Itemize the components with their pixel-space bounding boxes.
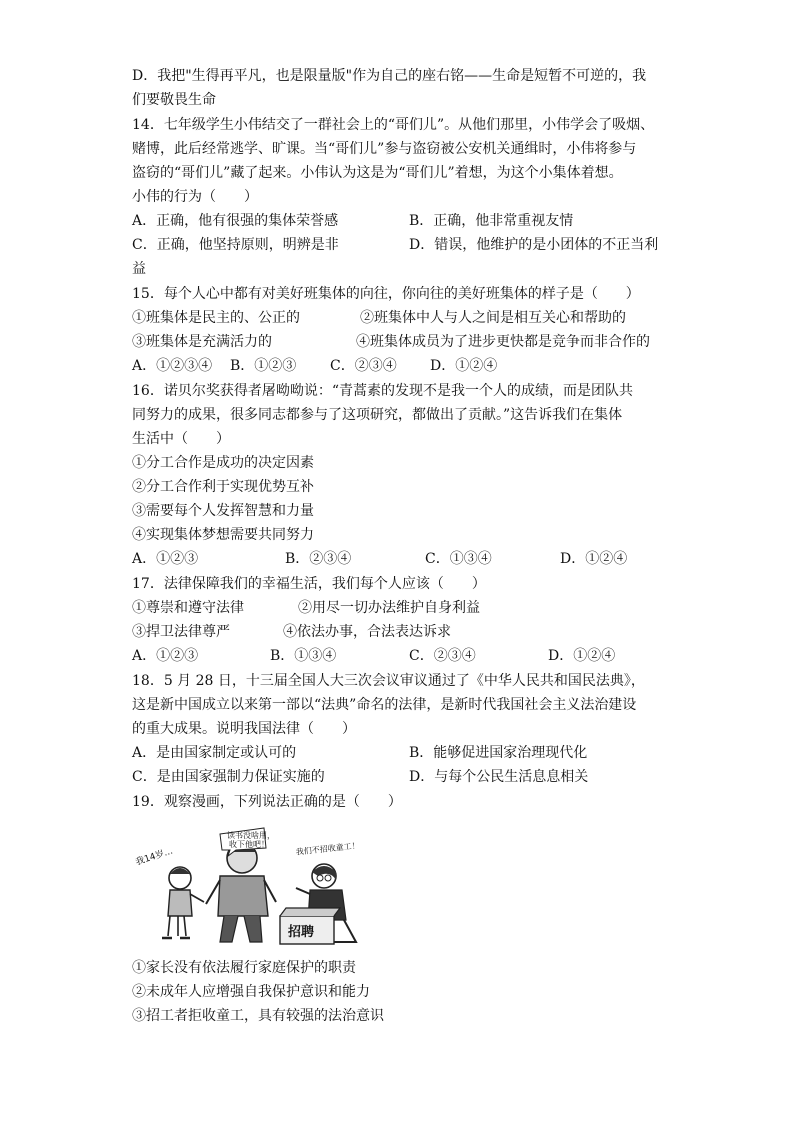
q16-stem-line1: 16．诺贝尔奖获得者屠呦呦说：“青蒿素的发现不是我一个人的成绩，而是团队共 xyxy=(132,383,633,399)
father-speech-line1: 读书没啥用， xyxy=(227,831,275,840)
child-labor-cartoon xyxy=(132,820,370,948)
q17-stem: 17．法律保障我们的幸福生活，我们每个人应该（ ） xyxy=(132,576,486,592)
q17-item-1: ①尊崇和遵守法律 xyxy=(132,600,244,616)
q18-option-b: B．能够促进国家治理现代化 xyxy=(409,745,588,761)
q16-option-b: B．②③④ xyxy=(285,551,352,567)
q16-item-3: ③需要每个人发挥智慧和力量 xyxy=(132,503,314,519)
q14-stem-line2: 赌博，此后经常逃学、旷课。当“哥们儿”参与盗窃被公安机关通缉时，小伟将参与 xyxy=(132,141,637,157)
q15-option-d: D．①②④ xyxy=(430,358,498,374)
q15-stem: 15．每个人心中都有对美好班集体的向往，你向往的美好班集体的样子是（ ） xyxy=(132,286,640,302)
q14-stem-line1: 14．七年级学生小伟结交了一群社会上的“哥们儿”。从他们那里，小伟学会了吸烟、 xyxy=(132,117,655,133)
q13-option-d-line1: D．我把"生得再平凡，也是限量版"作为自己的座右铭——生命是短暂不可逆的，我 xyxy=(132,68,647,84)
q18-stem-line3: 的重大成果。说明我国法律（ ） xyxy=(132,721,356,737)
q17-option-c: C．②③④ xyxy=(409,648,476,664)
q16-stem-line2: 同努力的成果，很多同志都参与了这项研究，都做出了贡献。”这告诉我们在集体 xyxy=(132,407,623,423)
q18-option-d: D．与每个公民生活息息相关 xyxy=(409,769,589,785)
father-figure xyxy=(206,843,276,942)
q13-option-d-line2: 们要敬畏生命 xyxy=(132,92,216,108)
q14-option-d-line1: D．错误，他维护的是小团体的不正当利 xyxy=(409,237,659,253)
q15-option-b: B．①②③ xyxy=(230,358,297,374)
q18-stem-line2: 这是新中国成立以来第一部以“法典”命名的法律，是新时代我国社会主义法治建设 xyxy=(132,697,637,713)
q16-item-2: ②分工合作利于实现优势互补 xyxy=(132,479,314,495)
q19-item-2: ②未成年人应增强自我保护意识和能力 xyxy=(132,984,370,1000)
q14-stem-line4: 小伟的行为（ ） xyxy=(132,189,258,205)
q16-option-d: D．①②④ xyxy=(560,551,628,567)
child-figure xyxy=(162,867,204,938)
q19-item-1: ①家长没有依法履行家庭保护的职责 xyxy=(132,960,356,976)
q17-option-a: A．①②③ xyxy=(132,648,199,664)
q14-option-c: C．正确，他坚持原则，明辨是非 xyxy=(132,237,339,253)
q17-item-4: ④依法办事，合法表达诉求 xyxy=(283,624,451,640)
q15-option-c: C．②③④ xyxy=(330,358,397,374)
q15-option-a: A．①②③④ xyxy=(132,358,213,374)
q15-item-3: ③班集体是充满活力的 xyxy=(132,334,272,350)
q17-option-d: D．①②④ xyxy=(548,648,616,664)
q15-item-4: ④班集体成员为了进步更快都是竞争而非合作的 xyxy=(356,334,650,350)
q16-stem-line3: 生活中（ ） xyxy=(132,431,230,447)
recruitment-sign-text: 招聘 xyxy=(288,925,315,940)
q19-item-3: ③招工者拒收童工，具有较强的法治意识 xyxy=(132,1008,384,1024)
q14-option-a: A．正确，他有很强的集体荣誉感 xyxy=(132,213,339,229)
q19-stem: 19．观察漫画，下列说法正确的是（ ） xyxy=(132,794,402,810)
q14-option-b: B．正确，他非常重视友情 xyxy=(409,213,574,229)
employer-speech-text: 我们不招收童工！ xyxy=(295,841,361,857)
q18-option-a: A．是由国家制定或认可的 xyxy=(132,745,297,761)
q15-item-2: ②班集体中人与人之间是相互关心和帮助的 xyxy=(360,310,626,326)
child-speech-text: 我14岁… xyxy=(134,846,175,868)
q16-item-4: ④实现集体梦想需要共同努力 xyxy=(132,527,314,543)
q18-option-c: C．是由国家强制力保证实施的 xyxy=(132,769,325,785)
q15-item-1: ①班集体是民主的、公正的 xyxy=(132,310,300,326)
q16-option-c: C．①③④ xyxy=(425,551,492,567)
q14-stem-line3: 盗窃的“哥们儿”藏了起来。小伟认为这是为“哥们儿”着想，为这个小集体着想。 xyxy=(132,165,623,181)
q17-option-b: B．①③④ xyxy=(270,648,337,664)
q16-option-a: A．①②③ xyxy=(132,551,199,567)
father-speech-line2: 收下他吧！ xyxy=(229,840,269,849)
q17-item-2: ②用尽一切办法维护自身利益 xyxy=(298,600,480,616)
q16-item-1: ①分工合作是成功的决定因素 xyxy=(132,455,314,471)
q17-item-3: ③捍卫法律尊严 xyxy=(132,624,230,640)
q14-option-d-line2: 益 xyxy=(132,261,146,277)
q18-stem-line1: 18．5 月 28 日，十三届全国人大三次会议审议通过了《中华人民共和国民法典》， xyxy=(132,673,645,689)
